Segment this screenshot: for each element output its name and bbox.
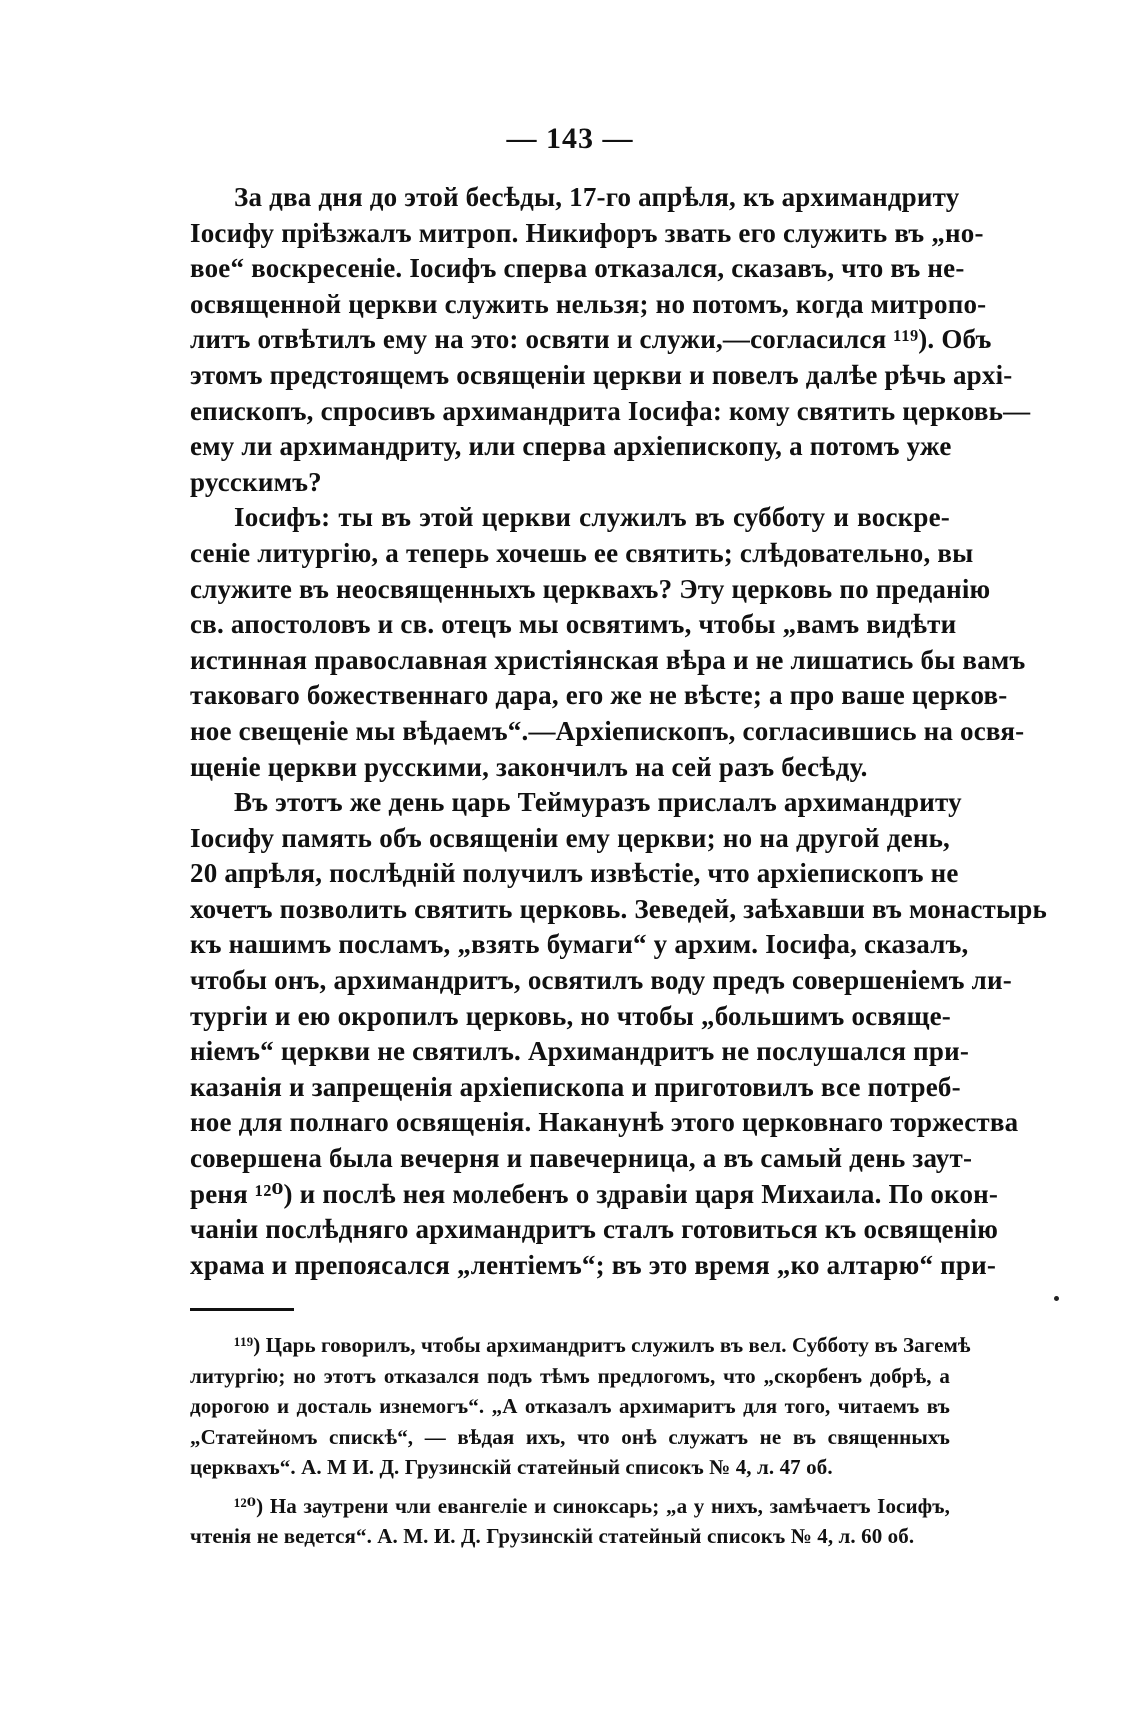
footnote-line: „Статейномъ спискѣ“, — вѣдая ихъ, что онѣ служатъ не въ священныхъ	[190, 1424, 950, 1449]
text-line: чтобы онъ, архимандритъ, освятилъ воду предъ совершеніемъ ли-	[190, 965, 1012, 996]
text-line: таковаго божественнаго дара, его же не вѣсте; а про ваше церков-	[190, 680, 1008, 711]
text-line: Іосифу пріѣзжалъ митроп. Никифоръ звать его служить въ „но-	[190, 217, 984, 248]
text-line: Іосифъ: ты въ этой церкви служилъ въ субботу и воскре-	[234, 502, 950, 533]
footnotes	[190, 1330, 971, 1552]
footnote-divider	[190, 1308, 294, 1311]
footnote	[190, 1491, 950, 1552]
text-line: хочетъ позволить святить церковь. Зеведей, заѣхавши въ монастырь	[190, 893, 1047, 924]
text-line: сеніе литургію, а теперь хочешь ее святить; слѣдовательно, вы	[190, 537, 974, 568]
text-line: ніемъ“ церкви не святилъ. Архимандритъ не послушался при-	[190, 1036, 970, 1067]
text-line: совершена была вечерня и павечерница, а въ самый день заут-	[190, 1143, 973, 1174]
text-line: истинная православная христіянская вѣра и не лишатись бы вамъ	[190, 644, 1026, 675]
margin-speck	[1054, 1296, 1059, 1301]
main-text	[190, 180, 1047, 1283]
text-line: чаніи послѣдняго архимандритъ сталъ готовиться къ освященію	[190, 1214, 999, 1245]
footnote-line: ¹¹⁹) Царь говорилъ, чтобы архимандритъ служилъ въ вел. Субботу въ Загемѣ	[234, 1333, 971, 1357]
text-line: За два дня до этой бесѣды, 17-го апрѣля, къ архимандриту	[234, 182, 960, 212]
footnote-line: дорогою и досталь изнемогъ“. „А отказалъ архимаритъ для того, читаемъ въ	[190, 1394, 950, 1418]
text-line: русскимъ?	[190, 466, 322, 497]
text-line: епископъ, спросивъ архимандрита Іосифа: кому святить церковь—	[190, 395, 1031, 426]
footnote-line: церквахъ“. А. М И. Д. Грузинскій статейный списокъ № 4, л. 47 об.	[190, 1455, 833, 1479]
text-line: храма и препоясался „лентіемъ“; въ это время „ко алтарю“ при-	[190, 1249, 997, 1280]
page-number: — 143 —	[506, 122, 634, 155]
text-line: ему ли архимандриту, или сперва архіепископу, а потомъ уже	[190, 431, 952, 462]
text-line: вое“ воскресеніе. Іосифъ сперва отказался, сказавъ, что въ не-	[190, 253, 965, 284]
footnote	[190, 1330, 971, 1483]
footnote-line: чтенія не ведется“. А. М. И. Д. Грузинскій статейный списокъ № 4, л. 60 об.	[190, 1524, 915, 1548]
text-line: реня ¹²⁰) и послѣ нея молебенъ о здравіи царя Михаила. По окон-	[190, 1178, 999, 1209]
text-line: къ нашимъ посламъ, „взять бумаги“ у архим. Іосифа, сказалъ,	[190, 929, 969, 960]
footnote-line: ¹²⁰) На заутрени чли евангеліе и синоксарь; „а у нихъ, замѣчаетъ Іосифъ,	[234, 1493, 950, 1518]
text-line: литъ отвѣтилъ ему на это: освяти и служи,—согласился ¹¹⁹). Объ	[190, 324, 992, 355]
text-line: этомъ предстоящемъ освященіи церкви и повелъ далѣе рѣчь архі-	[190, 359, 1013, 390]
text-line: св. апостоловъ и св. отецъ мы освятимъ, чтобы „вамъ видѣти	[190, 609, 957, 640]
text-line: 20 апрѣля, послѣдній получилъ извѣстіе, что архіепископъ не	[190, 858, 959, 889]
text-line: казанія и запрещенія архіепископа и приготовилъ все потреб-	[190, 1071, 961, 1102]
text-line: тургіи и ею окропилъ церковь, но чтобы „большимъ освяще-	[190, 1000, 951, 1031]
text-line: Въ этотъ же день царь Теймуразъ прислалъ архимандриту	[234, 787, 962, 818]
text-line: ное свещеніе мы вѣдаемъ“.—Архіепископъ, согласившись на освя-	[190, 715, 1025, 746]
footnote-line: литургію; но этотъ отказался подъ тѣмъ предлогомъ, что „скорбенъ добрѣ, а	[190, 1363, 950, 1388]
text-line: ное для полнаго освященія. Наканунѣ этого церковнаго торжества	[190, 1107, 1019, 1138]
text-line: служите въ неосвященныхъ церквахъ? Эту церковь по преданію	[190, 573, 991, 604]
text-line: Іосифу память объ освященіи ему церкви; но на другой день,	[190, 822, 950, 853]
text-line: щеніе церкви русскими, закончилъ на сей разъ бесѣду.	[190, 751, 868, 782]
text-line: освященной церкви служить нельзя; но потомъ, когда митропо-	[190, 288, 987, 319]
